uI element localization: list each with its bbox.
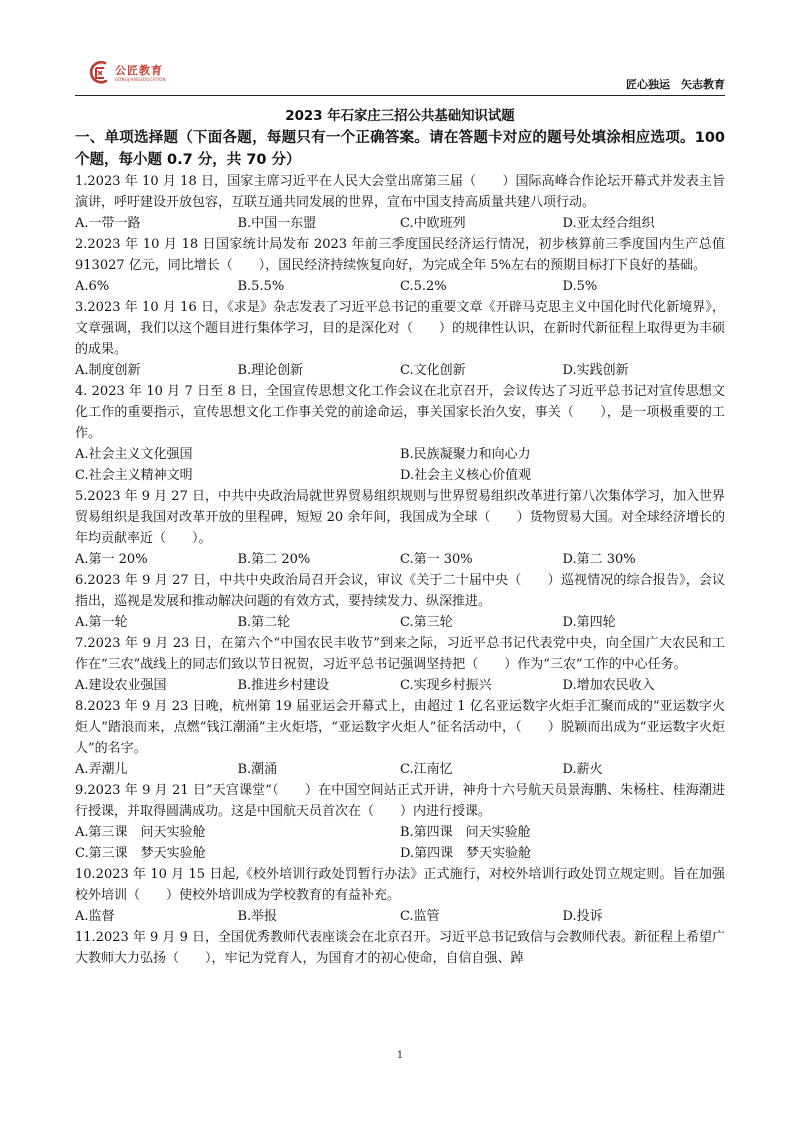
option-row (75, 444, 725, 465)
option-row (75, 822, 725, 843)
option: D.第二 30% (562, 552, 636, 567)
option: A.一带一路 (75, 216, 141, 231)
header-slogan: 匠心独运 矢志教育 (626, 78, 725, 91)
logo-name: 公匠教育 (115, 63, 163, 77)
option-row (75, 759, 725, 780)
logo (89, 60, 166, 86)
question-stem: 9.2023 年 9 月 21 日”天宫课堂”（ ）在中国空间站正式开讲，神舟十六号航天员景海鹏、朱杨柱、桂海潮进行授课，并取得圆满成功。这是中国航天员首次在（ ）内进行授课。 (75, 783, 725, 819)
option: A.建设农业强国 (75, 678, 167, 693)
option: D.增加农民收入 (562, 678, 655, 693)
option: D.投诉 (562, 909, 603, 924)
option: C.文化创新 (400, 363, 466, 378)
option: D.第四课 梦天实验舱 (400, 846, 532, 861)
option: A.监督 (75, 909, 115, 924)
option: B.推进乡村建设 (237, 678, 330, 693)
option: C.江南忆 (400, 762, 453, 777)
option: A.第三课 问天实验舱 (75, 825, 206, 840)
question-stem: 4. 2023 年 10 月 7 日至 8 日，全国宣传思想文化工作会议在北京召开，会议传达了习近平总书记对宣传思想文化工作的重要指示，宣传思想文化工作事关党的前途命运，事关国家长治久安，事关（ ），是一项极重要的工作。 (75, 384, 725, 441)
option: B.理论创新 (237, 363, 304, 378)
option: C.监管 (400, 909, 440, 924)
page-number: 1 (396, 1050, 404, 1061)
page-title: 2023 年石家庄三招公共基础知识试题 (285, 109, 515, 124)
option-row (75, 843, 725, 864)
question-stem: 1.2023 年 10 月 18 日，国家主席习近平在人民大会堂出席第三届（ ）国际高峰合作论坛开幕式并发表主旨演讲，呼吁建设开放包容，互联互通共同发展的世界，宣布中国支持高质量共建八项行动。 (75, 174, 725, 210)
question-stem: 7.2023 年 9 月 23 日，在第六个“中国农民丰收节”到来之际，习近平总书记代表党中央，向全国广大农民和工作在“三农”战线上的同志们致以节日祝贺，习近平总书记强调坚持把（ ）作为“三农”工作的中心任务。 (75, 636, 725, 672)
option: C.中欧班列 (400, 216, 466, 231)
option: C.第三课 梦天实验舱 (75, 846, 206, 861)
option: B.第二轮 (237, 615, 291, 630)
option: D.5% (562, 279, 598, 294)
option-row (75, 276, 725, 297)
option: B.中国一东盟 (237, 216, 317, 231)
option-row (75, 465, 725, 486)
logo-subtitle: GONGJIANGEDUCATION (115, 76, 166, 82)
question-stem: 5.2023 年 9 月 27 日，中共中央政治局就世界贸易组织规则与世界贸易组织改革进行第八次集体学习，加入世界贸易组织是我国对改革开放的里程碑，短短 20 余年间，我国成为全球（ ）货物贸易大国。对全球经济增长的年均贡献率近（ ）。 (75, 489, 725, 546)
question-stem: 6.2023 年 9 月 27 日，中共中央政治局召开会议，审议《关于二十届中央（ ）巡视情况的综合报告》，会议指出，巡视是发展和推动解决问题的有效方式，要持续发力、纵深推进。 (75, 573, 725, 609)
option: B.第四课 问天实验舱 (400, 825, 531, 840)
option-row (75, 675, 725, 696)
question-stem: 10.2023 年 10 月 15 日起,《校外培训行政处罚暂行办法》正式施行，对校外培训行政处罚立规定则。旨在加强校外培训（ ）使校外培训成为学校教育的有益补充。 (75, 867, 725, 903)
option-row (75, 906, 725, 927)
option: C.实现乡村振兴 (400, 678, 492, 693)
option: A.6% (75, 279, 110, 294)
option: C.第三轮 (400, 615, 453, 630)
option: B.民族凝聚力和向心力 (400, 447, 531, 462)
question-stem: 2.2023 年 10 月 18 日国家统计局发布 2023 年前三季度国民经济运行情况，初步核算前三季度国内生产总值 913027 亿元，同比增长（ ），国民经济持续恢复向好，为完成全年 5%左右的预期目标打下良好的基础。 (75, 237, 725, 273)
option-row (75, 549, 725, 570)
option: D.亚太经合组织 (562, 216, 655, 231)
option-row (75, 612, 725, 633)
header-divider (75, 95, 725, 96)
option: A.制度创新 (75, 363, 141, 378)
option: D.实践创新 (562, 363, 629, 378)
option: D.社会主义核心价值观 (400, 468, 532, 483)
option: A.弄潮儿 (75, 762, 128, 777)
logo-mark-icon (89, 60, 111, 86)
option-row (75, 213, 725, 234)
question-stem: 11.2023 年 9 月 9 日，全国优秀教师代表座谈会在北京召开。习近平总书记致信与会教师代表。新征程上希望广大教师大力弘扬（ ），牢记为党育人，为国育才的初心使命，自信自强、踔 (75, 930, 725, 966)
option: B.5.5% (237, 279, 285, 294)
option: B.举报 (237, 909, 278, 924)
option: A.社会主义文化强国 (75, 447, 193, 462)
document-body (75, 106, 725, 969)
option: C.第一 30% (400, 552, 473, 567)
option: D.薪火 (562, 762, 603, 777)
option: A.第一轮 (75, 615, 128, 630)
option: C.5.2% (400, 279, 447, 294)
option: B.第二 20% (237, 552, 311, 567)
section-heading: 一、单项选择题（下面各题，每题只有一个正确答案。请在答题卡对应的题号处填涂相应选项。100 个题，每小题 0.7 分，共 70 分） (75, 130, 725, 168)
option: A.第一 20% (75, 552, 148, 567)
page-header (75, 58, 725, 92)
question-stem: 8.2023 年 9 月 23 日晚，杭州第 19 届亚运会开幕式上，由超过 1 亿名亚运数字火炬手汇聚而成的“亚运数字火炬人”踏浪而来，点燃“钱江潮涌”主火炬塔，“亚运数字火炬人”征名活动中，（ ）脱颖而出成为“亚运数字火炬人”的名字。 (75, 699, 725, 756)
option-row (75, 360, 725, 381)
option: D.第四轮 (562, 615, 616, 630)
option: B.潮涌 (237, 762, 278, 777)
question-stem: 3.2023 年 10 月 16 日，《求是》杂志发表了习近平总书记的重要文章《开辟马克思主义中国化时代化新境界》，文章强调，我们以这个题目进行集体学习，目的是深化对（ ）的规律性认识，在新时代新征程上取得更为丰硕的成果。 (75, 300, 726, 357)
option: C.社会主义精神文明 (75, 468, 193, 483)
